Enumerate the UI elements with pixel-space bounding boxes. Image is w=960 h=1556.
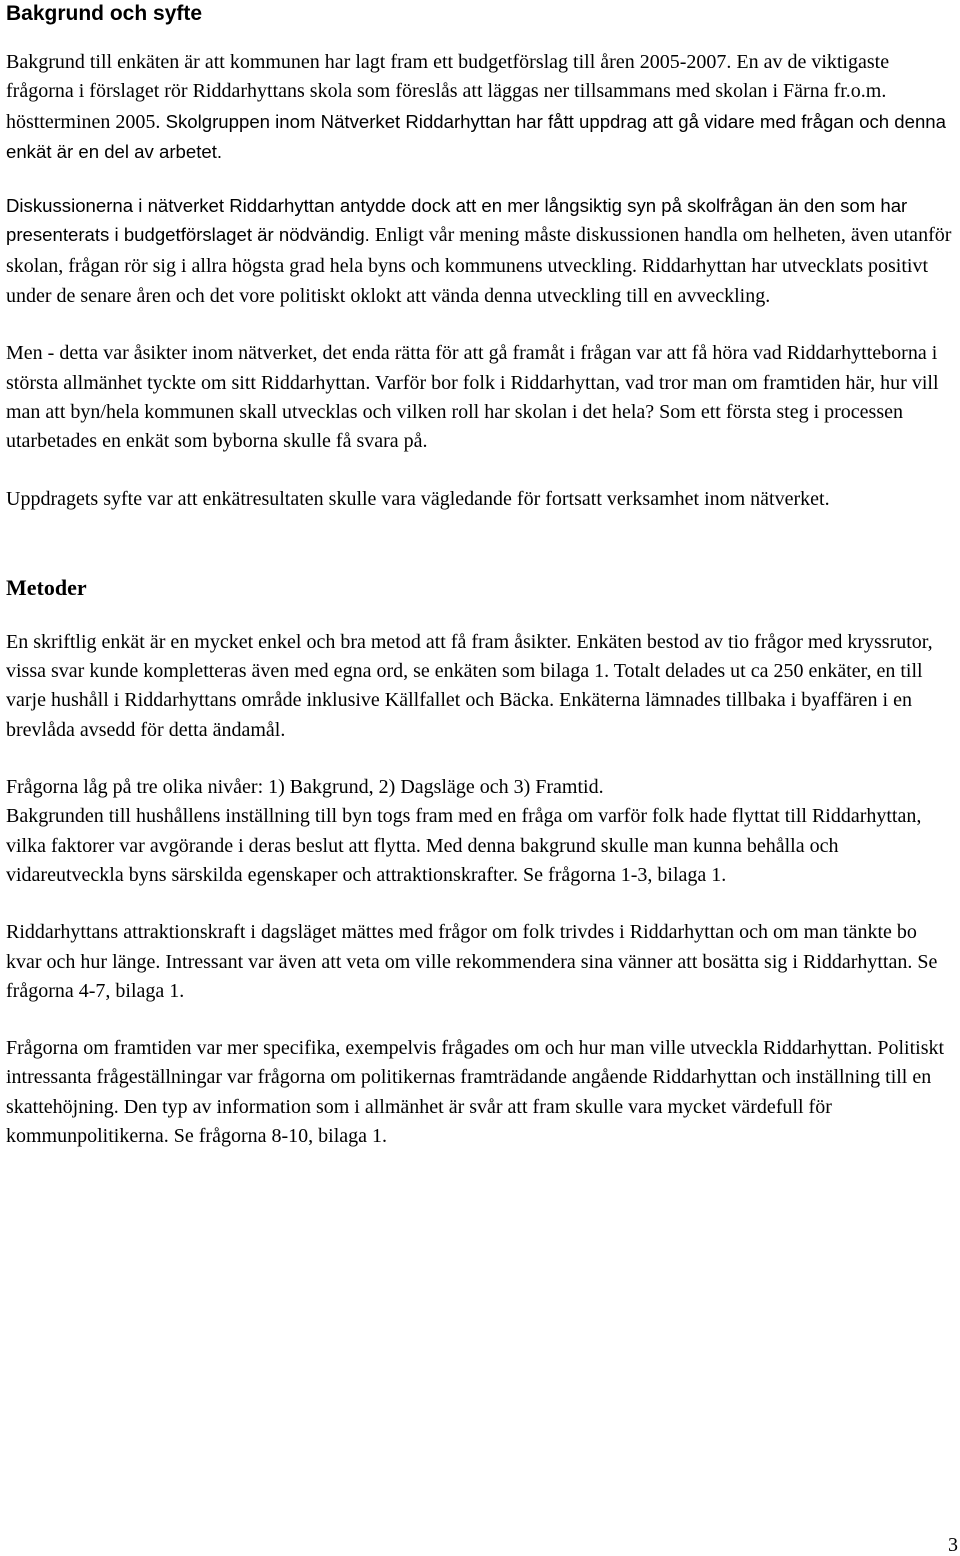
methods-paragraph-3: Riddarhyttans attraktionskraft i dagsläget mättes med frågor om folk trivdes i Riddarhyttan och om man tänkte bo kvar och hur länge. Intressant var även att veta om ville rekommendera sina vänner att bosätta sig i Riddarhyttan. Se frågorna 4-7, bilaga 1. — [6, 921, 938, 1002]
background-paragraph-2 — [6, 191, 954, 311]
background-paragraph-2-part-c: Riddarhyttan har utvecklats positivt under de senare åren och det vore politiskt oklokt att vända denna utveckling till en avveckling. — [6, 254, 929, 308]
document-page — [6, 0, 954, 1151]
background-paragraph-2-part-b: Enligt vår mening måste diskussionen handla om helheten, även utanför skolan, frågan rör sig i allra högsta grad hela byns och kommunens utveckling. — [6, 224, 952, 277]
background-paragraph-3: Men - detta var åsikter inom nätverket, det enda rätta för att gå framåt i frågan var att få höra vad Riddarhytteborna i största allmänhet tyckte om sitt Riddarhyttan. Varför bor folk i Riddarhyttan, vad tror man om framtiden här, hur vill man att byn/hela kommunen skall utvecklas och vilken roll har skolan i det hela? Som ett första steg i processen utarbetades en enkät som byborna skulle få svara på. — [6, 342, 939, 453]
section-heading-background: Bakgrund och syfte — [6, 2, 203, 25]
background-paragraph-1-part-a: Bakgrund till enkäten är att kommunen har lagt fram ett budgetförslag till åren 2005-2007. En av de viktigaste frågorna i förslaget rör Riddarhyttans skola som föreslås att läggas ner tillsammans med skolan i Färna fr.o.m. höstterminen 2005. — [6, 51, 890, 133]
methods-paragraph-2-first-line: Frågorna låg på tre olika nivåer: 1) Bakgrund, 2) Dagsläge och 3) Framtid. — [6, 776, 604, 799]
methods-paragraph-2-rest: Bakgrunden till hushållens inställning till byn togs fram med en fråga om varför folk hade flyttat till Riddarhyttan, vilka faktorer var avgörande i deras beslut att flytta. Med denna bakgrund skulle man kunna behålla och vidareutveckla byns särskilda egenskaper och attraktionskrafter. Se frågorna 1-3, bilaga 1. — [6, 805, 922, 886]
background-paragraph-2-part-a: Diskussionerna i nätverket Riddarhyttan antydde dock att en mer långsiktig syn på skolfrågan än den som har presenterats i budgetförslaget är nödvändig. — [6, 195, 908, 246]
background-paragraph-1-part-b: Skolgruppen inom Nätverket Riddarhyttan har fått uppdrag att gå vidare med frågan och denna enkät är en del av arbetet. — [6, 110, 946, 162]
background-paragraph-4: Uppdragets syfte var att enkätresultaten skulle vara vägledande för fortsatt verksamhet inom nätverket. — [6, 487, 830, 510]
methods-paragraph-4: Frågorna om framtiden var mer specifika, exempelvis frågades om och hur man ville utveckla Riddarhyttan. Politiskt intressanta frågeställningar var frågorna om politikernas framträdande angående Riddarhyttan och inställning till en skattehöjning. Den typ av information som i allmänhet är svår att fram skulle vara mycket värdefull för kommunpolitikerna. Se frågorna 8-10, bilaga 1. — [6, 1037, 945, 1148]
page-number: 3 — [948, 1534, 958, 1556]
background-paragraph-1 — [6, 48, 954, 167]
section-heading-methods: Metoder — [6, 574, 87, 600]
methods-paragraph-1: En skriftlig enkät är en mycket enkel och bra metod att få fram åsikter. Enkäten bestod av tio frågor med kryssrutor, vissa svar kunde kompletteras även med egna ord, se enkäten som bilaga 1. Totalt delades ut ca 250 enkäter, en till varje hushåll i Riddarhyttans område inklusive Källfallet och Bäcka. Enkäterna lämnades tillbaka i byaffären i en brevlåda avsedd för detta ändamål. — [6, 630, 933, 741]
methods-paragraph-2 — [6, 773, 954, 890]
